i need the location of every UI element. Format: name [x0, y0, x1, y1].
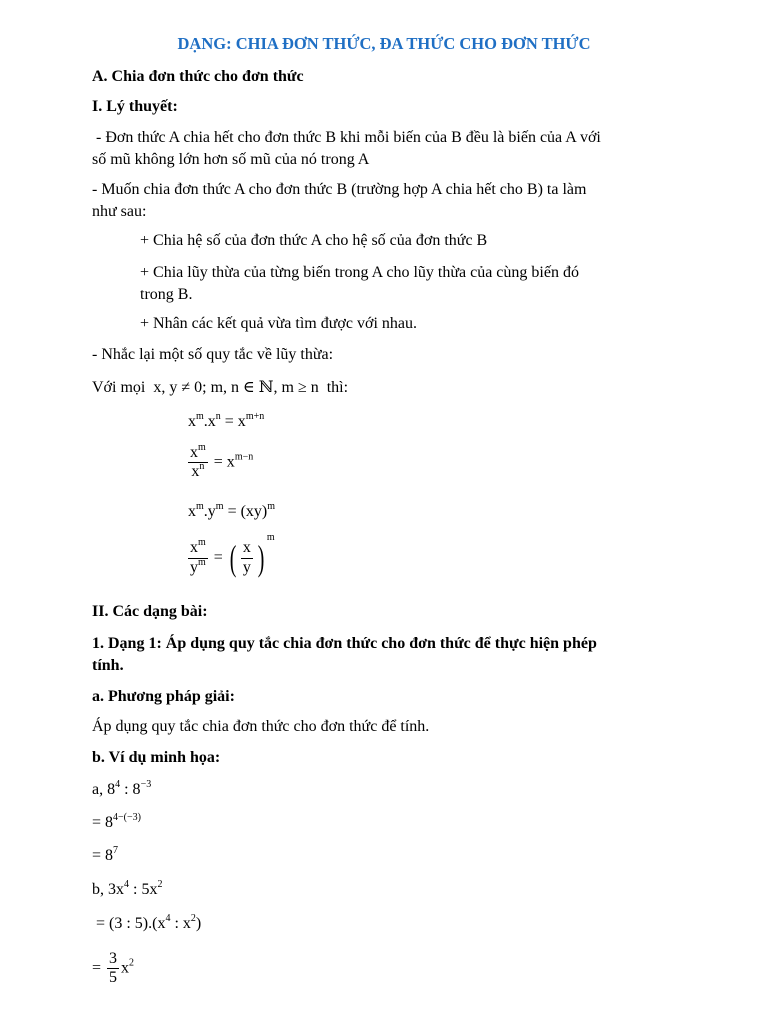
- formula-quotient-power-rule: $\frac{x^m}{y^m}$ = ( $\frac{x}{y}$ )$^m$: [190, 532, 275, 579]
- type-1-heading-line-2: tính.: [92, 657, 124, 674]
- rule-2-line-2: trong B.: [140, 286, 193, 303]
- rule-2-line-1: + Chia lũy thừa của từng biến trong A cho lũy thừa của cùng biến đó: [140, 264, 579, 281]
- condition-expression: x, y ≠ 0; m, n ∈ ℕ, m ≥ n: [153, 379, 319, 396]
- rule-3: + Nhân các kết quả vừa tìm được với nhau.: [140, 315, 417, 332]
- theory-heading: I. Lý thuyết:: [92, 98, 178, 115]
- theory-paragraph-1-line-1: - Đơn thức A chia hết cho đơn thức B khi mỗi biến của B đều là biến của A với: [92, 129, 601, 146]
- formula-product-power-rule: $x^m.y^m = (xy)^m$: [188, 501, 276, 520]
- page-title: DẠNG: CHIA ĐƠN THỨC, ĐA THỨC CHO ĐƠN THỨC: [177, 34, 591, 53]
- condition-prefix: Với mọi: [92, 379, 146, 396]
- recall-text: - Nhắc lại một số quy tắc về lũy thừa:: [92, 346, 334, 363]
- example-b-line-3: = $\frac{3}{5}$ $x^2$: [92, 950, 135, 987]
- condition-line: [92, 378, 348, 397]
- formula-quotient-rule: $\frac{x^m}{x^n}$ = $x^{m-n}$: [190, 442, 254, 481]
- theory-paragraph-2-line-2: như sau:: [92, 203, 147, 220]
- formula-product-rule: $x^m.x^n = x^{m+n}$: [188, 411, 265, 430]
- method-text: Áp dụng quy tắc chia đơn thức cho đơn thức để tính.: [92, 718, 430, 735]
- theory-paragraph-2-line-1: - Muốn chia đơn thức A cho đơn thức B (trường hợp A chia hết cho B) ta làm: [92, 181, 587, 198]
- method-heading: a. Phương pháp giải:: [92, 688, 235, 705]
- condition-suffix: thì:: [326, 379, 349, 396]
- theory-paragraph-1-line-2: số mũ không lớn hơn số mũ của nó trong A: [92, 151, 370, 168]
- example-a-line-1: a, $8^4$ : $8^{-3}$: [92, 779, 152, 798]
- example-b-line-2: = (3 : $5).(x^4$ : $x^2$): [92, 913, 202, 932]
- example-a-line-3: = $8^7$: [92, 845, 119, 864]
- example-heading: b. Ví dụ minh họa:: [92, 749, 221, 766]
- rule-1: + Chia hệ số của đơn thức A cho hệ số của đơn thức B: [140, 232, 488, 249]
- example-a-line-2: = $8^{4-(-3)}$: [92, 812, 141, 831]
- type-1-heading-line-1: 1. Dạng 1: Áp dụng quy tắc chia đơn thức cho đơn thức để thực hiện phép: [92, 635, 597, 652]
- example-a-label: a,: [92, 781, 104, 798]
- section-a-heading: A. Chia đơn thức cho đơn thức: [92, 68, 304, 85]
- example-b-line-1: b, $3x^4$ : $5x^2$: [92, 879, 163, 898]
- section-ii-heading: II. Các dạng bài:: [92, 603, 208, 620]
